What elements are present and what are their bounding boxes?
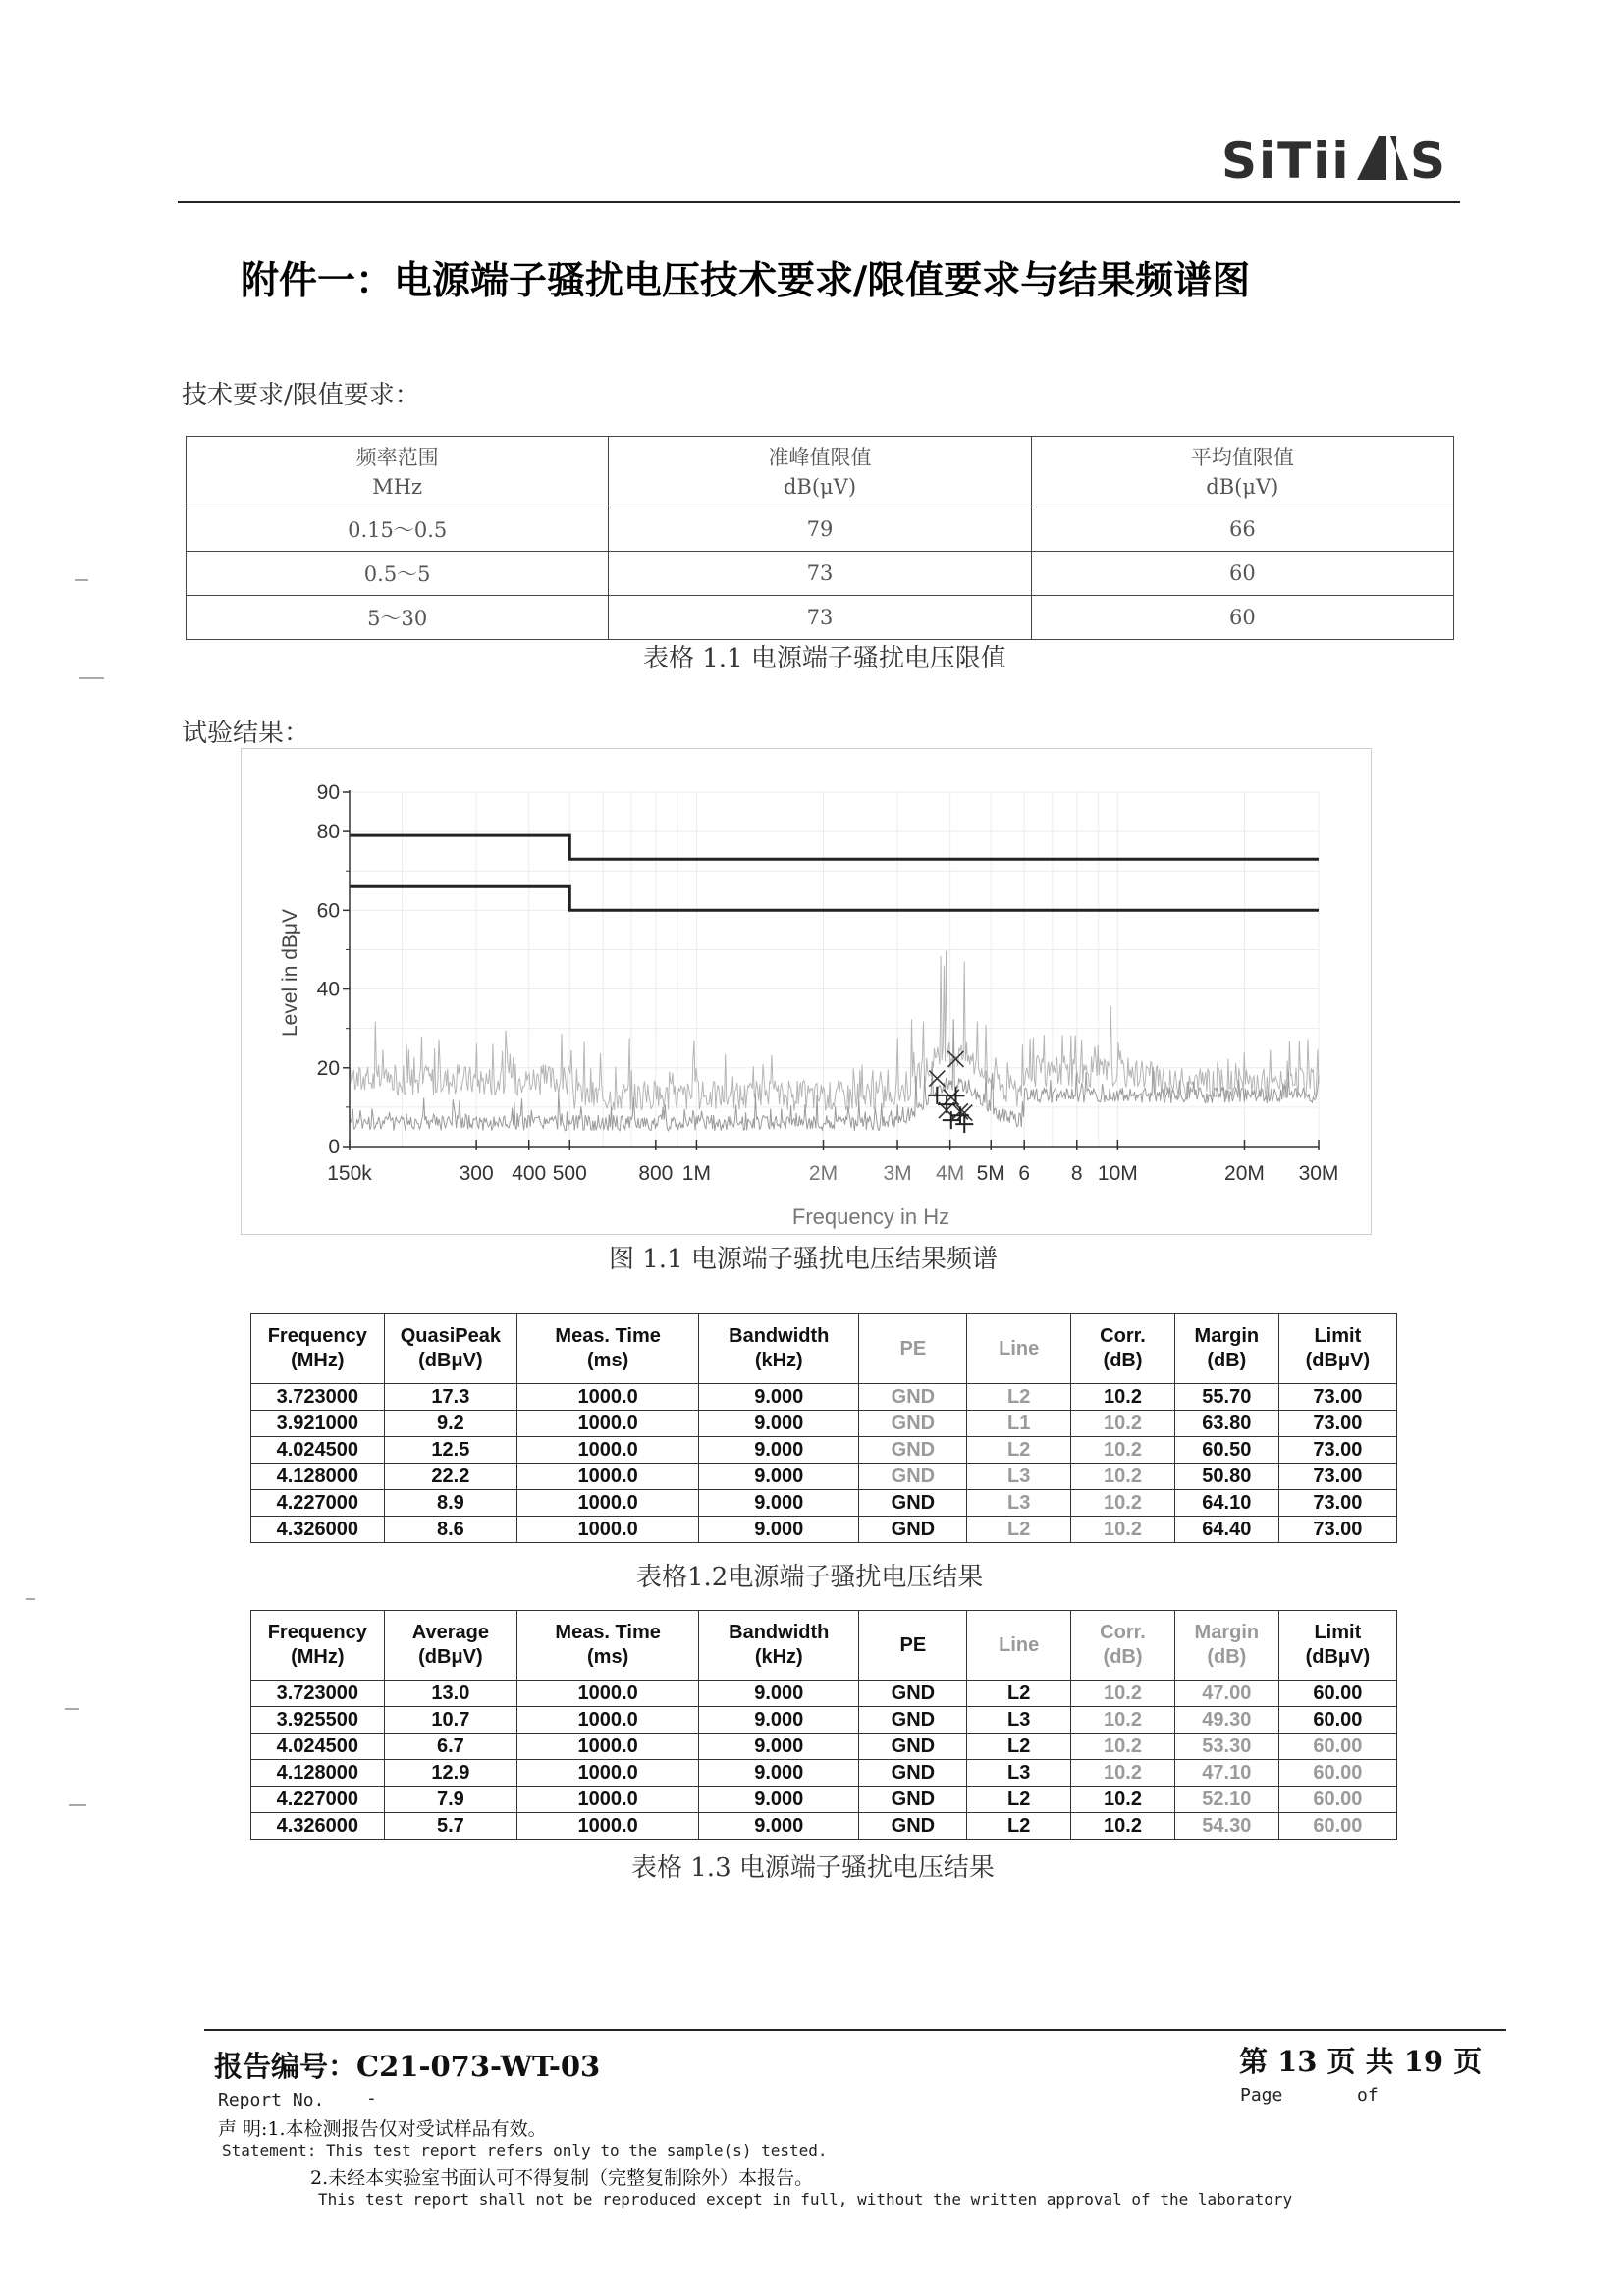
table-cell: 1000.0 bbox=[517, 1490, 699, 1517]
table-cell: L2 bbox=[967, 1813, 1071, 1840]
table-cell: 10.7 bbox=[384, 1707, 517, 1734]
table-cell: 12.9 bbox=[384, 1760, 517, 1787]
table-cell: 64.40 bbox=[1174, 1517, 1278, 1543]
page-title: 附件一：电源端子骚扰电压技术要求/限值要求与结果频谱图 bbox=[241, 258, 1251, 303]
statement-1-cn: 1.本检测报告仅对受试样品有效。 bbox=[267, 2118, 547, 2140]
x-tick-label: 10M bbox=[1097, 1162, 1138, 1185]
x-tick-label: 8 bbox=[1070, 1162, 1083, 1185]
limit-cell: 60 bbox=[1031, 596, 1453, 640]
spectrum-chart-frame bbox=[241, 748, 1372, 1235]
table-row bbox=[187, 596, 1454, 640]
qp-table-caption: 表格1.2电源端子骚扰电压结果 bbox=[636, 1563, 984, 1592]
report-no-label: 报告编号： bbox=[214, 2050, 357, 2083]
table-cell: 10.2 bbox=[1071, 1517, 1175, 1543]
report-number bbox=[214, 2045, 600, 2085]
report-no-dash: - bbox=[366, 2088, 377, 2109]
header-rule bbox=[178, 201, 1460, 203]
x-tick-label: 5M bbox=[976, 1162, 1005, 1185]
table-cell: GND bbox=[859, 1734, 967, 1760]
table-row bbox=[251, 1760, 1397, 1787]
chart-caption: 图 1.1 电源端子骚扰电压结果频谱 bbox=[609, 1245, 998, 1274]
table-cell: 49.30 bbox=[1174, 1707, 1278, 1734]
limit-cell: 60 bbox=[1031, 552, 1453, 596]
table-cell: 1000.0 bbox=[517, 1734, 699, 1760]
header-cell: Margin (dB) bbox=[1174, 1611, 1278, 1681]
limit-table-caption: 表格 1.1 电源端子骚扰电压限值 bbox=[643, 644, 1006, 673]
table-cell: 6.7 bbox=[384, 1734, 517, 1760]
table-cell: 50.80 bbox=[1174, 1464, 1278, 1490]
scan-speck bbox=[26, 1598, 35, 1600]
limit-cell: 73 bbox=[609, 596, 1031, 640]
x-tick-label: 150k bbox=[327, 1162, 372, 1185]
x-tick-label: 500 bbox=[552, 1162, 587, 1185]
statement-2-en: This test report shall not be reproduced except in full, without the written approval of the laboratory bbox=[318, 2190, 1293, 2209]
table-cell: 1000.0 bbox=[517, 1707, 699, 1734]
av-marker bbox=[951, 1106, 969, 1124]
table-cell: 3.723000 bbox=[251, 1681, 385, 1707]
header-cell: Corr. (dB) bbox=[1071, 1314, 1175, 1384]
table-cell: L2 bbox=[967, 1384, 1071, 1411]
tech-req-label: 技术要求/限值要求： bbox=[182, 381, 420, 410]
table-cell: 8.9 bbox=[384, 1490, 517, 1517]
header-cell: Limit (dBμV) bbox=[1278, 1611, 1396, 1681]
limit-cell: 73 bbox=[609, 552, 1031, 596]
table-cell: 9.2 bbox=[384, 1411, 517, 1437]
table-cell: 63.80 bbox=[1174, 1411, 1278, 1437]
table-row bbox=[187, 507, 1454, 552]
limit-cell: 0.15～0.5 bbox=[187, 507, 609, 552]
table-cell: 9.000 bbox=[699, 1384, 859, 1411]
x-tick-label: 3M bbox=[883, 1162, 912, 1185]
limit-cell: 0.5～5 bbox=[187, 552, 609, 596]
table-cell: 10.2 bbox=[1071, 1813, 1175, 1840]
table-cell: 10.2 bbox=[1071, 1734, 1175, 1760]
table-cell: 4.227000 bbox=[251, 1787, 385, 1813]
y-tick-label: 80 bbox=[316, 821, 340, 844]
table-cell: 1000.0 bbox=[517, 1813, 699, 1840]
header-cell: Bandwidth (kHz) bbox=[699, 1611, 859, 1681]
table-cell: 73.00 bbox=[1278, 1490, 1396, 1517]
table-cell: 64.10 bbox=[1174, 1490, 1278, 1517]
table-cell: GND bbox=[859, 1787, 967, 1813]
table-cell: 4.326000 bbox=[251, 1813, 385, 1840]
table-cell: 9.000 bbox=[699, 1707, 859, 1734]
table-row bbox=[251, 1464, 1397, 1490]
table-cell: 60.00 bbox=[1278, 1681, 1396, 1707]
header-cell: Margin (dB) bbox=[1174, 1314, 1278, 1384]
table-row bbox=[251, 1517, 1397, 1543]
table-cell: 53.30 bbox=[1174, 1734, 1278, 1760]
x-tick-label: 300 bbox=[459, 1162, 494, 1185]
qp-results-table bbox=[250, 1313, 1397, 1543]
table-cell: 60.50 bbox=[1174, 1437, 1278, 1464]
header-cell: Limit (dBμV) bbox=[1278, 1314, 1396, 1384]
table-cell: 9.000 bbox=[699, 1734, 859, 1760]
y-tick-label: 0 bbox=[328, 1136, 340, 1158]
table-cell: GND bbox=[859, 1681, 967, 1707]
header-cell: PE bbox=[859, 1314, 967, 1384]
table-cell: L2 bbox=[967, 1734, 1071, 1760]
table-cell: GND bbox=[859, 1437, 967, 1464]
header-cell: Frequency (MHz) bbox=[251, 1611, 385, 1681]
x-tick-label: 6 bbox=[1018, 1162, 1031, 1185]
header-cell: Corr. (dB) bbox=[1071, 1611, 1175, 1681]
table-cell: 60.00 bbox=[1278, 1813, 1396, 1840]
table-row bbox=[251, 1681, 1397, 1707]
table-row bbox=[251, 1734, 1397, 1760]
table-cell: L2 bbox=[967, 1437, 1071, 1464]
table-cell: 10.2 bbox=[1071, 1760, 1175, 1787]
table-cell: 54.30 bbox=[1174, 1813, 1278, 1840]
table-cell: 10.2 bbox=[1071, 1437, 1175, 1464]
table-cell: 73.00 bbox=[1278, 1411, 1396, 1437]
table-row bbox=[251, 1411, 1397, 1437]
limit-cell: 79 bbox=[609, 507, 1031, 552]
table-cell: 1000.0 bbox=[517, 1411, 699, 1437]
table-cell: 9.000 bbox=[699, 1411, 859, 1437]
table-cell: 1000.0 bbox=[517, 1464, 699, 1490]
spectrum-chart bbox=[242, 749, 1371, 1234]
table-cell: 73.00 bbox=[1278, 1384, 1396, 1411]
table-cell: 7.9 bbox=[384, 1787, 517, 1813]
table-cell: GND bbox=[859, 1490, 967, 1517]
y-tick-label: 60 bbox=[316, 899, 340, 923]
table-cell: 47.00 bbox=[1174, 1681, 1278, 1707]
header-cell: Meas. Time (ms) bbox=[517, 1314, 699, 1384]
table-cell: 1000.0 bbox=[517, 1760, 699, 1787]
table-cell: 10.2 bbox=[1071, 1681, 1175, 1707]
table-cell: 13.0 bbox=[384, 1681, 517, 1707]
table-cell: 73.00 bbox=[1278, 1437, 1396, 1464]
table-cell: L2 bbox=[967, 1517, 1071, 1543]
header-cell: Bandwidth (kHz) bbox=[699, 1314, 859, 1384]
header-cell: Frequency (MHz) bbox=[251, 1314, 385, 1384]
table-cell: 1000.0 bbox=[517, 1384, 699, 1411]
y-tick-label: 20 bbox=[316, 1056, 340, 1080]
table-cell: GND bbox=[859, 1707, 967, 1734]
scan-speck bbox=[65, 1708, 79, 1710]
table-cell: 22.2 bbox=[384, 1464, 517, 1490]
table-cell: 1000.0 bbox=[517, 1787, 699, 1813]
av-results-table bbox=[250, 1610, 1397, 1840]
x-tick-label: 20M bbox=[1224, 1162, 1265, 1185]
limit-header-av: 平均值限值 dB(μV) bbox=[1031, 437, 1453, 507]
table-cell: 9.000 bbox=[699, 1787, 859, 1813]
table-row bbox=[251, 1707, 1397, 1734]
sitiias-logo-image bbox=[1221, 133, 1457, 186]
table-cell: L2 bbox=[967, 1787, 1071, 1813]
table-cell: 10.2 bbox=[1071, 1384, 1175, 1411]
table-cell: 10.2 bbox=[1071, 1707, 1175, 1734]
table-cell: 3.723000 bbox=[251, 1384, 385, 1411]
table-cell: L3 bbox=[967, 1707, 1071, 1734]
table-cell: 4.128000 bbox=[251, 1760, 385, 1787]
company-logo bbox=[1221, 133, 1457, 197]
table-cell: GND bbox=[859, 1760, 967, 1787]
table-cell: 55.70 bbox=[1174, 1384, 1278, 1411]
av-noise-trace bbox=[350, 1020, 1319, 1132]
x-tick-label: 30M bbox=[1298, 1162, 1339, 1185]
qp-noise-trace bbox=[350, 951, 1319, 1111]
header-cell: PE bbox=[859, 1611, 967, 1681]
svg-text:S: S bbox=[1410, 133, 1449, 186]
scan-speck bbox=[75, 579, 88, 581]
table-cell: 9.000 bbox=[699, 1490, 859, 1517]
report-no-en: Report No. bbox=[218, 2090, 325, 2110]
table-cell: GND bbox=[859, 1384, 967, 1411]
table-cell: 52.10 bbox=[1174, 1787, 1278, 1813]
limit-lines bbox=[350, 835, 1319, 910]
header-cell: Line bbox=[967, 1314, 1071, 1384]
table-cell: 1000.0 bbox=[517, 1437, 699, 1464]
table-cell: L3 bbox=[967, 1490, 1071, 1517]
page-en: Page bbox=[1240, 2085, 1283, 2106]
table-cell: 60.00 bbox=[1278, 1787, 1396, 1813]
table-cell: GND bbox=[859, 1813, 967, 1840]
table-cell: 10.2 bbox=[1071, 1490, 1175, 1517]
header-cell: QuasiPeak (dBμV) bbox=[384, 1314, 517, 1384]
y-axis-label: Level in dBμV bbox=[279, 908, 301, 1038]
header-cell: Line bbox=[967, 1611, 1071, 1681]
table-cell: 73.00 bbox=[1278, 1464, 1396, 1490]
table-cell: 1000.0 bbox=[517, 1681, 699, 1707]
statement-1-en: This test report refers only to the sample(s) tested. bbox=[325, 2141, 828, 2160]
noise-traces bbox=[350, 951, 1319, 1131]
table-cell: 17.3 bbox=[384, 1384, 517, 1411]
table-cell: 4.024500 bbox=[251, 1437, 385, 1464]
table-cell: L2 bbox=[967, 1681, 1071, 1707]
table-cell: 9.000 bbox=[699, 1517, 859, 1543]
table-cell: 10.2 bbox=[1071, 1464, 1175, 1490]
table-cell: 12.5 bbox=[384, 1437, 517, 1464]
table-cell: L1 bbox=[967, 1411, 1071, 1437]
x-tick-label: 1M bbox=[681, 1162, 711, 1185]
av-table-caption: 表格 1.3 电源端子骚扰电压结果 bbox=[631, 1853, 995, 1883]
scan-speck bbox=[69, 1804, 86, 1806]
limit-table bbox=[186, 436, 1454, 640]
table-row bbox=[251, 1437, 1397, 1464]
limit-line-av bbox=[350, 886, 1319, 910]
y-tick-label: 40 bbox=[316, 978, 340, 1001]
header-cell: Meas. Time (ms) bbox=[517, 1611, 699, 1681]
table-cell: 9.000 bbox=[699, 1760, 859, 1787]
statement-cn-label: 声 明: bbox=[218, 2118, 268, 2140]
svg-text:SiTii: SiTii bbox=[1221, 133, 1351, 186]
limit-line-qp bbox=[350, 835, 1319, 859]
table-cell: L3 bbox=[967, 1760, 1071, 1787]
scan-speck bbox=[79, 677, 104, 679]
limit-cell: 5～30 bbox=[187, 596, 609, 640]
table-cell: 60.00 bbox=[1278, 1760, 1396, 1787]
table-cell: 4.227000 bbox=[251, 1490, 385, 1517]
table-cell: 3.921000 bbox=[251, 1411, 385, 1437]
statement-cn-1 bbox=[218, 2114, 547, 2141]
table-cell: 3.925500 bbox=[251, 1707, 385, 1734]
table-cell: GND bbox=[859, 1517, 967, 1543]
table-row bbox=[187, 552, 1454, 596]
limit-header-qp: 准峰值限值 dB(μV) bbox=[609, 437, 1031, 507]
footer-rule bbox=[204, 2029, 1506, 2031]
table-cell: 9.000 bbox=[699, 1681, 859, 1707]
x-axis-label: Frequency in Hz bbox=[791, 1204, 950, 1229]
x-tick-label: 4M bbox=[936, 1162, 965, 1185]
table-row bbox=[251, 1384, 1397, 1411]
table-cell: 10.2 bbox=[1071, 1411, 1175, 1437]
header-cell: Average (dBμV) bbox=[384, 1611, 517, 1681]
table-cell: 60.00 bbox=[1278, 1734, 1396, 1760]
x-tick-label: 800 bbox=[638, 1162, 674, 1185]
table-cell: GND bbox=[859, 1464, 967, 1490]
table-cell: 5.7 bbox=[384, 1813, 517, 1840]
of-en: of bbox=[1357, 2085, 1379, 2106]
limit-cell: 66 bbox=[1031, 507, 1453, 552]
table-row bbox=[251, 1813, 1397, 1840]
table-row bbox=[251, 1787, 1397, 1813]
table-cell: 1000.0 bbox=[517, 1517, 699, 1543]
table-cell: 10.2 bbox=[1071, 1787, 1175, 1813]
page-number: 第 13 页 共 19 页 bbox=[1239, 2045, 1483, 2078]
table-cell: L3 bbox=[967, 1464, 1071, 1490]
table-row bbox=[251, 1490, 1397, 1517]
table-cell: GND bbox=[859, 1411, 967, 1437]
table-cell: 9.000 bbox=[699, 1437, 859, 1464]
statement-en-1 bbox=[222, 2141, 828, 2160]
table-cell: 4.326000 bbox=[251, 1517, 385, 1543]
table-cell: 8.6 bbox=[384, 1517, 517, 1543]
statement-en-label: Statement: bbox=[222, 2141, 317, 2160]
table-cell: 9.000 bbox=[699, 1464, 859, 1490]
report-no-value: C21-073-WT-03 bbox=[356, 2050, 601, 2083]
table-cell: 47.10 bbox=[1174, 1760, 1278, 1787]
statement-2-cn: 2.未经本实验室书面认可不得复制（完整复制除外）本报告。 bbox=[310, 2167, 814, 2189]
table-cell: 4.024500 bbox=[251, 1734, 385, 1760]
x-tick-label: 2M bbox=[808, 1162, 839, 1185]
table-cell: 60.00 bbox=[1278, 1707, 1396, 1734]
table-cell: 73.00 bbox=[1278, 1517, 1396, 1543]
limit-header-freq: 频率范围 MHz bbox=[187, 437, 609, 507]
results-label: 试验结果： bbox=[182, 719, 310, 748]
table-cell: 9.000 bbox=[699, 1813, 859, 1840]
x-tick-label: 400 bbox=[512, 1162, 547, 1185]
table-cell: 4.128000 bbox=[251, 1464, 385, 1490]
y-tick-label: 90 bbox=[316, 781, 340, 804]
